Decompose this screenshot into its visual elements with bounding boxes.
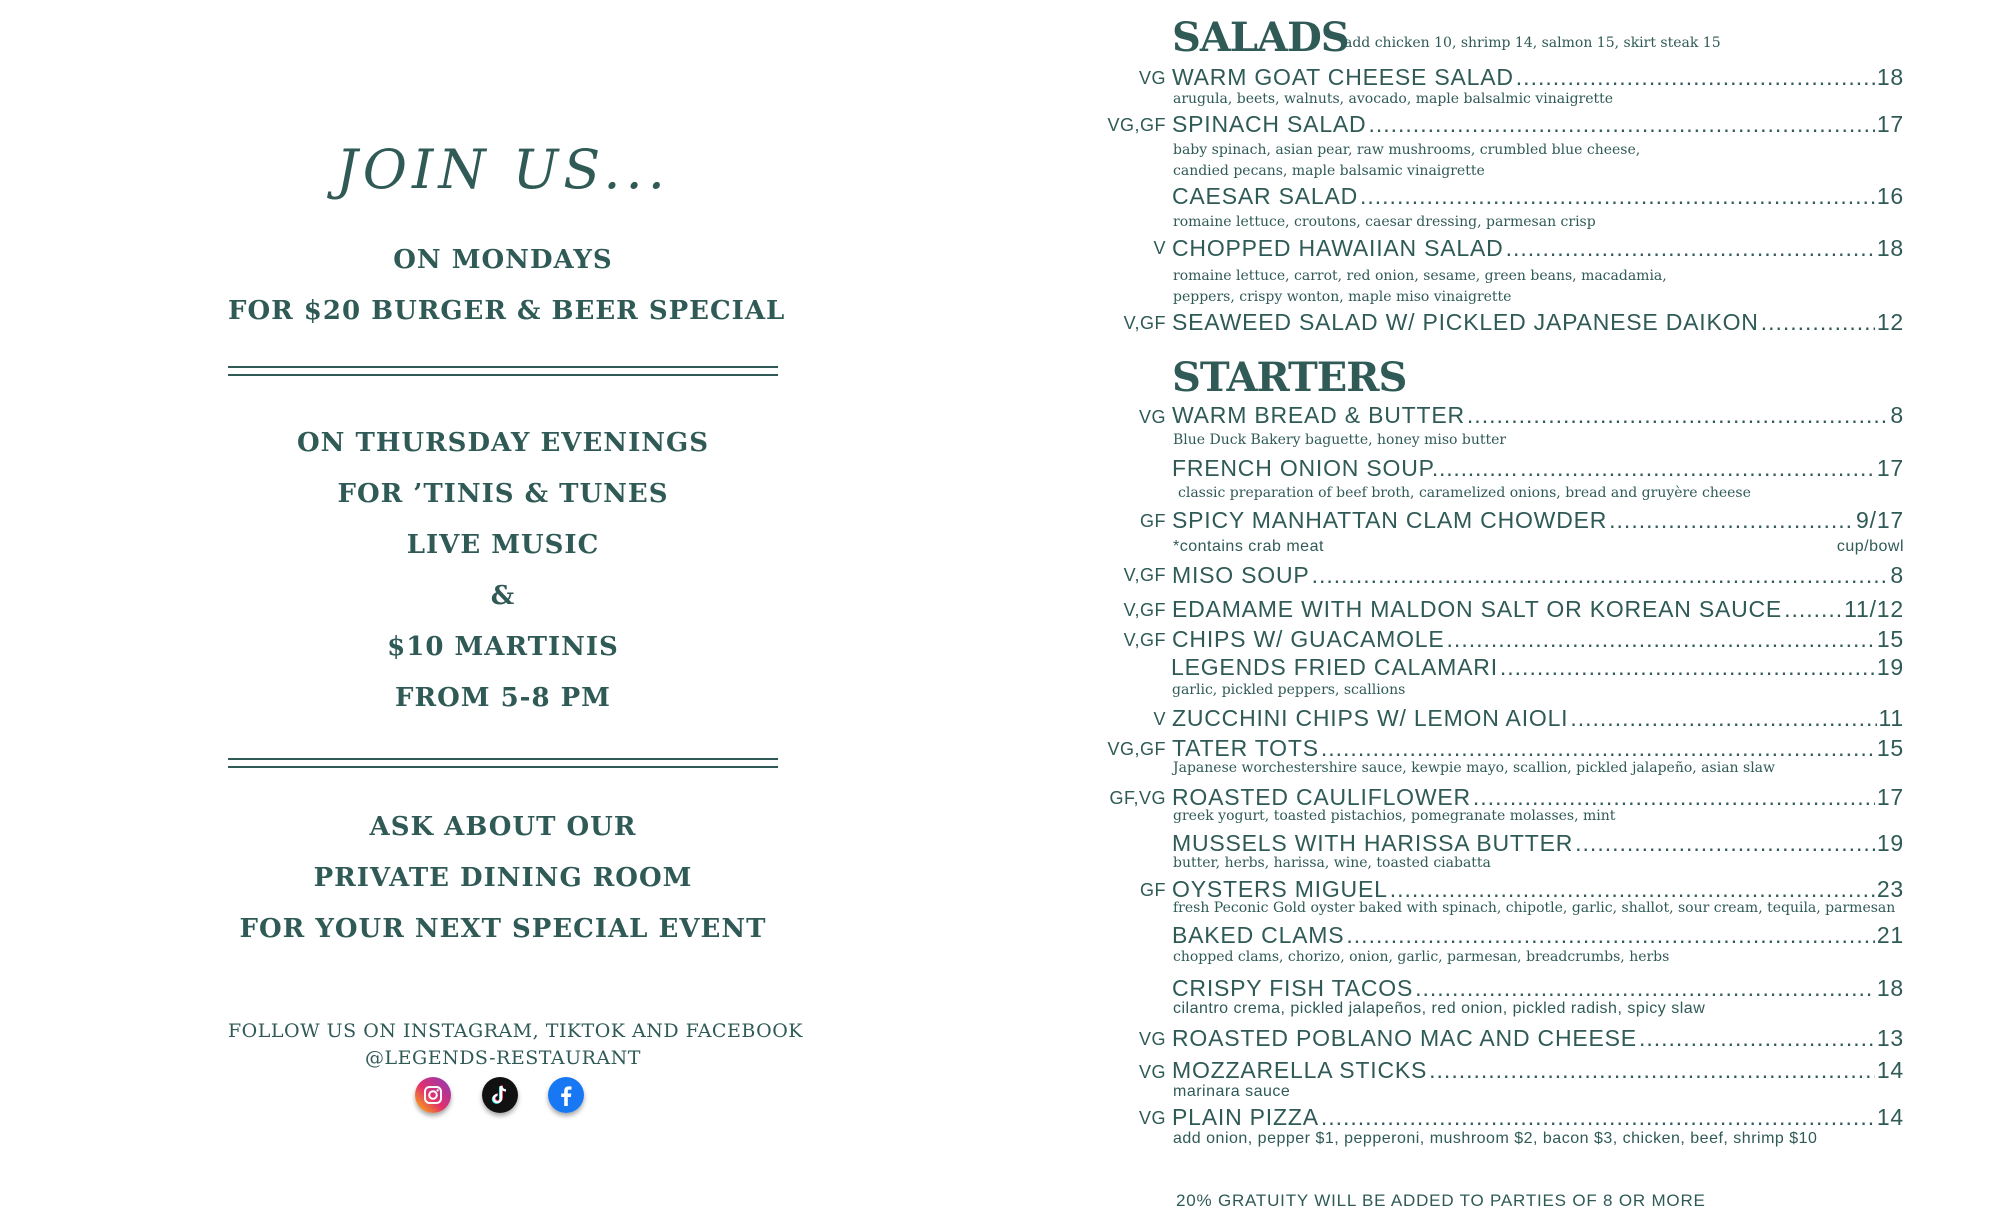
item-name: BAKED CLAMS (1172, 922, 1345, 948)
tiktok-icon[interactable] (482, 1077, 518, 1113)
item-price: 19 (1876, 654, 1904, 680)
private-line-1: ASK ABOUT OUR (369, 812, 637, 842)
item-description: baby spinach, asian pear, raw mushrooms, crumbled blue cheese, (1173, 142, 1641, 158)
divider-line (228, 366, 778, 368)
menu-item (1172, 1057, 1904, 1085)
divider-line (228, 374, 778, 376)
item-price: 14 (1876, 1104, 1904, 1130)
item-name: OYSTERS MIGUEL (1172, 876, 1388, 902)
item-name: SPICY MANHATTAN CLAM CHOWDER (1172, 507, 1608, 533)
thursdays-line-4: & (490, 581, 516, 611)
item-price: 18 (1876, 235, 1904, 261)
item-price: 17 (1876, 784, 1904, 810)
item-price: 11/12 (1844, 596, 1904, 622)
item-price: 15 (1876, 626, 1904, 652)
diet-tag: VG (1138, 1108, 1166, 1128)
divider-line (228, 766, 778, 768)
item-name: ROASTED POBLANO MAC AND CHEESE (1172, 1025, 1637, 1051)
menu-item (1172, 64, 1904, 92)
menu-item (1172, 596, 1904, 624)
item-name: WARM GOAT CHEESE SALAD (1172, 64, 1514, 90)
diet-tag: VG (1138, 1062, 1166, 1082)
item-description: classic preparation of beef broth, caramelized onions, bread and gruyère cheese (1178, 485, 1751, 501)
diet-tag: VG (1138, 68, 1166, 88)
item-name: PLAIN PIZZA (1172, 1104, 1319, 1130)
item-name: ROASTED CAULIFLOWER (1172, 784, 1471, 810)
menu-item (1172, 455, 1904, 483)
item-name: ZUCCHINI CHIPS W/ LEMON AIOLI (1172, 705, 1569, 731)
item-name: EDAMAME WITH MALDON SALT OR KOREAN SAUCE (1172, 596, 1783, 622)
item-description: *contains crab meat (1173, 538, 1324, 555)
thursdays-line-3: LIVE MUSIC (406, 530, 600, 560)
item-description: greek yogurt, toasted pistachios, pomegranate molasses, mint (1173, 808, 1616, 824)
diet-tag: GF (1140, 880, 1166, 900)
menu-item (1172, 1025, 1904, 1053)
item-description: garlic, pickled peppers, scallions (1172, 682, 1406, 698)
diet-tag: VG (1138, 1029, 1166, 1049)
item-description: fresh Peconic Gold oyster baked with spinach, chipotle, garlic, shallot, sour cream, tequila, parmesan (1173, 900, 1896, 916)
diet-tag: VG,GF (1107, 115, 1166, 135)
diet-tag: VG (1138, 407, 1166, 427)
menu-panel (1060, 0, 1904, 1214)
item-price: 19 (1876, 830, 1904, 856)
item-price: 17 (1876, 455, 1904, 481)
thursdays-line-1: ON THURSDAY EVENINGS (297, 428, 709, 458)
menu-item (1172, 975, 1904, 1003)
item-price: 18 (1876, 975, 1904, 1001)
diet-tag: VG,GF (1107, 739, 1166, 759)
item-price: 23 (1876, 876, 1904, 902)
diet-tag: V,GF (1123, 565, 1166, 585)
private-line-3: FOR YOUR NEXT SPECIAL EVENT (239, 914, 767, 944)
join-us-heading: JOIN US... (336, 138, 670, 201)
item-name: CHOPPED HAWAIIAN SALAD (1172, 235, 1504, 261)
item-price: 18 (1876, 64, 1904, 90)
salads-addon-note: add chicken 10, shrimp 14, salmon 15, skirt steak 15 (1344, 35, 1721, 51)
item-name: WARM BREAD & BUTTER (1172, 402, 1465, 428)
menu-item (1172, 183, 1904, 211)
divider-line (228, 758, 778, 760)
menu-item (1172, 309, 1904, 337)
item-name: MISO SOUP (1172, 562, 1310, 588)
diet-tag: GF,VG (1109, 788, 1166, 808)
item-price: 17 (1876, 111, 1904, 137)
portion-label: cup/bowl (1836, 538, 1904, 555)
item-name: LEGENDS FRIED CALAMARI (1171, 654, 1498, 680)
item-name: CHIPS W/ GUACAMOLE (1172, 626, 1445, 652)
item-price: 8 (1890, 562, 1904, 588)
menu-item (1172, 922, 1904, 950)
promo-panel (228, 0, 803, 1214)
instagram-icon[interactable] (415, 1077, 451, 1113)
item-price: 15 (1876, 735, 1904, 761)
menu-item (1172, 626, 1904, 654)
item-description: add onion, pepper $1, pepperoni, mushroom $2, bacon $3, chicken, beef, shrimp $10 (1173, 1130, 1818, 1147)
item-name: SEAWEED SALAD W/ PICKLED JAPANESE DAIKON (1172, 309, 1759, 335)
diet-tag: V,GF (1123, 600, 1166, 620)
diet-tag: V (1153, 709, 1166, 729)
item-price: 12 (1876, 309, 1904, 335)
thursdays-line-6: FROM 5-8 PM (395, 683, 611, 713)
diet-tag: V,GF (1123, 313, 1166, 333)
item-price: 16 (1876, 183, 1904, 209)
item-price: 21 (1876, 922, 1904, 948)
menu-item (1172, 705, 1904, 733)
mondays-line-1: ON MONDAYS (393, 245, 613, 275)
diet-tag: V (1153, 238, 1166, 258)
item-name: CAESAR SALAD (1172, 183, 1358, 209)
item-price: 11 (1878, 705, 1904, 731)
item-description: peppers, crispy wonton, maple miso vinaigrette (1173, 289, 1512, 305)
item-description: cilantro crema, pickled jalapeños, red onion, pickled radish, spicy slaw (1173, 1000, 1706, 1017)
item-description: Blue Duck Bakery baguette, honey miso butter (1173, 432, 1507, 448)
item-price: 14 (1876, 1057, 1904, 1083)
item-description: chopped clams, chorizo, onion, garlic, parmesan, breadcrumbs, herbs (1173, 949, 1670, 965)
social-handle: @LEGENDS-RESTAURANT (365, 1047, 641, 1069)
item-description: Japanese worchestershire sauce, kewpie mayo, scallion, pickled jalapeño, asian slaw (1173, 760, 1775, 776)
menu-item (1172, 562, 1904, 590)
private-line-2: PRIVATE DINING ROOM (313, 863, 693, 893)
item-name: TATER TOTS (1172, 735, 1319, 761)
gratuity-notice: 20% GRATUITY WILL BE ADDED TO PARTIES OF 8 OR MORE (1176, 1191, 1706, 1210)
menu-item (1172, 1104, 1904, 1132)
menu-item (1172, 507, 1904, 535)
menu-item (1172, 111, 1904, 139)
thursdays-line-2: FOR ’TINIS & TUNES (337, 479, 669, 509)
menu-item (1172, 402, 1904, 430)
item-name: CRISPY FISH TACOS (1172, 975, 1414, 1001)
item-name: SPINACH SALAD (1172, 111, 1367, 137)
item-name: MOZZARELLA STICKS (1172, 1057, 1428, 1083)
item-description: romaine lettuce, carrot, red onion, sesame, green beans, macadamia, (1173, 268, 1667, 284)
item-name: FRENCH ONION SOUP............ (1172, 455, 1519, 481)
item-price: 13 (1876, 1025, 1904, 1051)
menu-item (1172, 235, 1904, 263)
follow-us-text: FOLLOW US ON INSTAGRAM, TIKTOK AND FACEBOOK (228, 1020, 803, 1042)
item-description: marinara sauce (1173, 1083, 1291, 1100)
item-description: butter, herbs, harissa, wine, toasted ciabatta (1173, 855, 1491, 871)
diet-tag: GF (1140, 511, 1166, 531)
item-price: 8 (1890, 402, 1904, 428)
mondays-line-2: FOR $20 BURGER & BEER SPECIAL (228, 296, 786, 326)
item-description: arugula, beets, walnuts, avocado, maple balsalmic vinaigrette (1173, 91, 1614, 107)
diet-tag: V,GF (1123, 630, 1166, 650)
section-title-salads: SALADS (1172, 14, 1349, 61)
item-description: candied pecans, maple balsamic vinaigrette (1173, 163, 1485, 179)
item-price: 9/17 (1856, 507, 1904, 533)
item-description: romaine lettuce, croutons, caesar dressing, parmesan crisp (1173, 214, 1596, 230)
thursdays-line-5: $10 MARTINIS (387, 632, 619, 662)
item-name: MUSSELS WITH HARISSA BUTTER (1172, 830, 1574, 856)
menu-item (1171, 654, 1904, 682)
facebook-icon[interactable] (548, 1077, 584, 1113)
section-title-starters: STARTERS (1172, 354, 1407, 401)
